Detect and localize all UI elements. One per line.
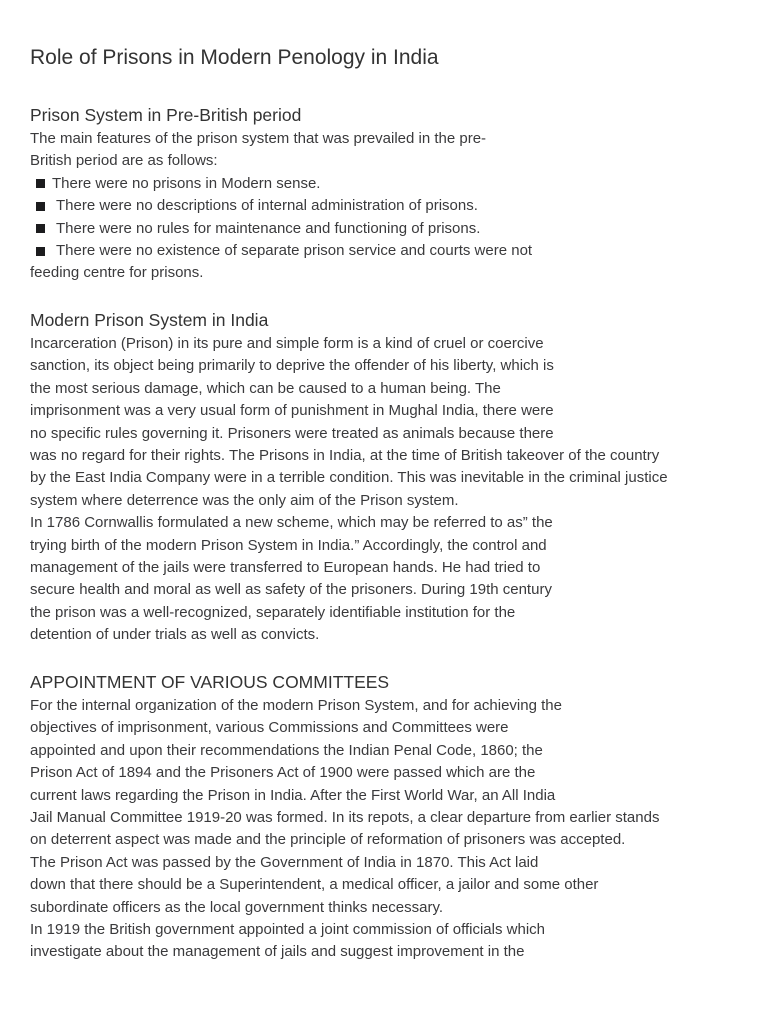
paragraph-line: The Prison Act was passed by the Government of India in 1870. This Act laid xyxy=(30,853,539,871)
section-pre-british xyxy=(30,102,742,285)
section-appointment-of-committees xyxy=(30,669,742,964)
section-heading: Modern Prison System in India xyxy=(30,310,269,330)
bullet-square-icon xyxy=(36,224,45,233)
section-modern-prison-system xyxy=(30,307,742,646)
list-item-text: There were no existence of separate prison service and courts were not xyxy=(56,241,533,259)
paragraph-line: objectives of imprisonment, various Commissions and Committees were xyxy=(30,719,509,737)
paragraph-line: For the internal organization of the modern Prison System, and for achieving the xyxy=(30,697,562,714)
list-item xyxy=(30,218,742,240)
list-item xyxy=(30,195,742,217)
section-heading: Prison System in Pre-British period xyxy=(30,105,302,125)
paragraph-line: investigate about the management of jails and suggest improvement in the xyxy=(30,943,525,961)
paragraph-line: The main features of the prison system that was prevailed in the pre- xyxy=(30,130,487,147)
paragraph-line: was no regard for their rights. The Prisons in India, at the time of British takeover of the country xyxy=(30,446,660,464)
paragraph-line: In 1786 Cornwallis formulated a new scheme, which may be referred to as” the xyxy=(30,514,553,532)
list-item xyxy=(30,240,742,262)
paragraph-line: In 1919 the British government appointed a joint commission of officials which xyxy=(30,920,546,938)
paragraph-line: feeding centre for prisons. xyxy=(30,264,204,282)
paragraph-line: on deterrent aspect was made and the principle of reformation of prisoners was accepted. xyxy=(30,831,626,849)
section-heading: APPOINTMENT OF VARIOUS COMMITTEES xyxy=(30,672,390,692)
paragraph-line: Incarceration (Prison) in its pure and simple form is a kind of cruel or coercive xyxy=(30,335,544,352)
page-title: Role of Prisons in Modern Penology in India xyxy=(30,46,439,69)
paragraph-line: appointed and upon their recommendations the Indian Penal Code, 1860; the xyxy=(30,741,543,759)
paragraph-line: system where deterrence was the only aim of the Prison system. xyxy=(30,491,459,509)
paragraph-line: Prison Act of 1894 and the Prisoners Act of 1900 were passed which are the xyxy=(30,764,536,782)
paragraph-line: detention of under trials as well as convicts. xyxy=(30,626,320,644)
paragraph-line: the prison was a well-recognized, separately identifiable institution for the xyxy=(30,603,516,621)
paragraph-line: secure health and moral as well as safety of the prisoners. During 19th century xyxy=(30,581,552,599)
list-item-text: There were no descriptions of internal administration of prisons. xyxy=(56,197,478,215)
paragraph-line: imprisonment was a very usual form of punishment in Mughal India, there were xyxy=(30,402,554,420)
paragraph-line: management of the jails were transferred to European hands. He had tried to xyxy=(30,558,541,576)
list-item xyxy=(30,173,742,195)
paragraph-line: current laws regarding the Prison in India. After the First World War, an All India xyxy=(30,786,556,804)
paragraph-line: Jail Manual Committee 1919-20 was formed. In its repots, a clear departure from earlier stands xyxy=(30,808,660,826)
paragraph-line: British period are as follows: xyxy=(30,152,218,170)
paragraph-line: sanction, its object being primarily to deprive the offender of his liberty, which is xyxy=(30,357,554,375)
paragraph-line: the most serious damage, which can be caused to a human being. The xyxy=(30,379,501,397)
paragraph-line: subordinate officers as the local government thinks necessary. xyxy=(30,898,443,916)
paragraph-line: trying birth of the modern Prison System in India.” Accordingly, the control and xyxy=(30,536,547,554)
paragraph-line: down that there should be a Superintendent, a medical officer, a jailor and some other xyxy=(30,876,599,894)
list-item-text: There were no prisons in Modern sense. xyxy=(52,174,321,192)
bullet-square-icon xyxy=(36,202,45,211)
paragraph-line: no specific rules governing it. Prisoners were treated as animals because there xyxy=(30,424,554,442)
bullet-square-icon xyxy=(36,179,45,188)
bullet-square-icon xyxy=(36,247,45,256)
paragraph-line: by the East India Company were in a terrible condition. This was inevitable in the criminal justice xyxy=(30,469,668,487)
list-item-text: There were no rules for maintenance and functioning of prisons. xyxy=(56,219,481,237)
